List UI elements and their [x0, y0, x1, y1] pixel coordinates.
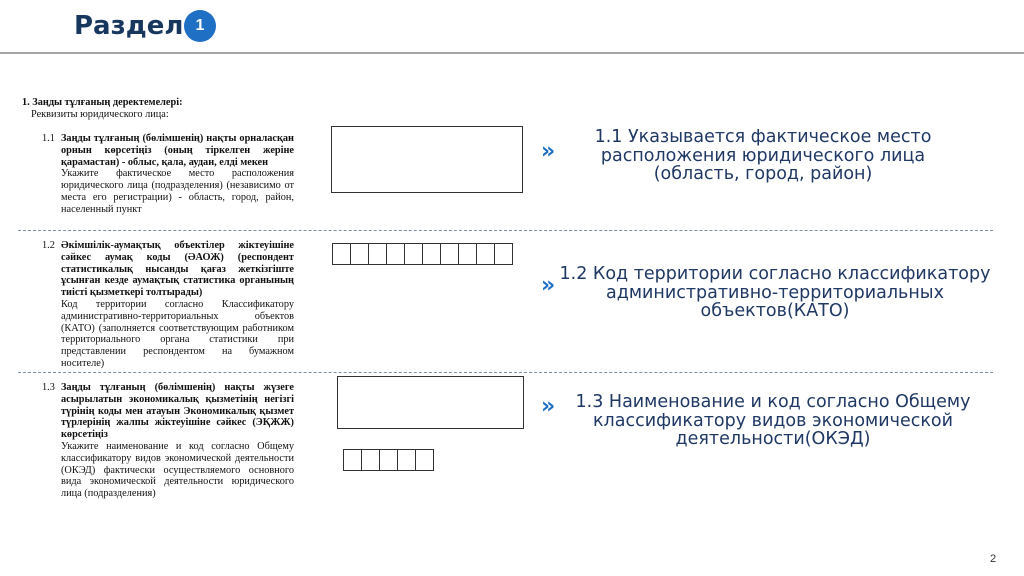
code-cell — [458, 243, 477, 265]
item-text-ru: Укажите наименование и код согласно Общему классификатору видов экономической деятельности (ОКЭД) фактически осуществляемого основного вида экономической деятельности юридического лица (подразделения) — [61, 440, 294, 500]
form-heading: 1. Заңды тұлғаның деректемелері: — [22, 97, 183, 108]
code-cell — [350, 243, 369, 265]
code-cell — [440, 243, 459, 265]
item-text-kz: Заңды тұлғаның (бөлімшенің) нақты жүзеге асырылатын экономикалық қызметінің негізгі түрінің коды мен атауын Экономикалық қызмет түрлерінің жалпы жіктеуішіне сәйкес (ЭҚЖЖ) көрсетіңіз — [61, 382, 294, 441]
item-number: 1.2 — [42, 240, 55, 251]
code-cell — [379, 449, 398, 471]
item-text-kz: Заңды тұлғаның (бөлімшенің) нақты орналасқан орнын көрсетіңіз (оның тіркелген жеріне қарамастан) - облыс, қала, аудан, елді мекен — [61, 133, 294, 168]
item-text-kz: Әкімшілік-аумақтық объектілер жіктеуішіне сәйкес аумақ коды (ӘАОЖ) (респондент статистикалық нысанды қағаз жеткізгіште ұсынған кезде аумақтық статистика органының тиісті қызметкері толтырады) — [61, 240, 294, 299]
chevron-right-icon: » — [541, 394, 552, 419]
header-divider — [0, 52, 1024, 54]
code-cell — [494, 243, 513, 265]
section-divider — [18, 230, 993, 231]
form-item-1-2 — [42, 240, 294, 370]
code-cell — [415, 449, 434, 471]
page-title: Раздел — [74, 11, 184, 41]
item-text-ru: Код территории согласно Классификатору административно-территориальных объектов (КАТО) (заполняется соответствующим работником территориального органа статистики при представлении респондентом на бумажном носителе) — [61, 298, 294, 369]
chevron-right-icon: » — [541, 139, 552, 164]
section-number-badge: 1 — [184, 10, 216, 42]
chevron-right-icon: » — [541, 273, 552, 298]
description-1-2: 1.2 Код территории согласно классификатору административно-территориальных объектов(КАТО) — [559, 264, 991, 321]
code-cell — [476, 243, 495, 265]
activity-name-box — [337, 376, 524, 429]
location-input-box — [331, 126, 523, 193]
form-item-1-3 — [42, 382, 294, 500]
code-cell — [343, 449, 362, 471]
item-text-ru: Укажите фактическое место расположения юридического лица (подразделения) (независимо от места его регистрации) - область, город, район, населенный пункт — [61, 168, 294, 215]
form-subheading: Реквизиты юридического лица: — [31, 109, 169, 120]
description-1-1: 1.1 Указывается фактическое место расположения юридического лица (область, город, район) — [594, 127, 932, 184]
code-cell — [386, 243, 405, 265]
code-cell — [397, 449, 416, 471]
code-cell — [361, 449, 380, 471]
description-1-3: 1.3 Наименование и код согласно Общему классификатору видов экономической деятельности(ОКЭД) — [575, 392, 971, 449]
form-item-1-1 — [42, 133, 294, 216]
page-number: 2 — [990, 553, 997, 565]
code-cell — [422, 243, 441, 265]
item-number: 1.3 — [42, 382, 55, 393]
code-cell — [332, 243, 351, 265]
item-number: 1.1 — [42, 133, 55, 144]
kato-code-cells — [332, 243, 513, 265]
code-cell — [368, 243, 387, 265]
oked-code-cells — [343, 449, 434, 471]
code-cell — [404, 243, 423, 265]
section-divider — [18, 372, 993, 373]
